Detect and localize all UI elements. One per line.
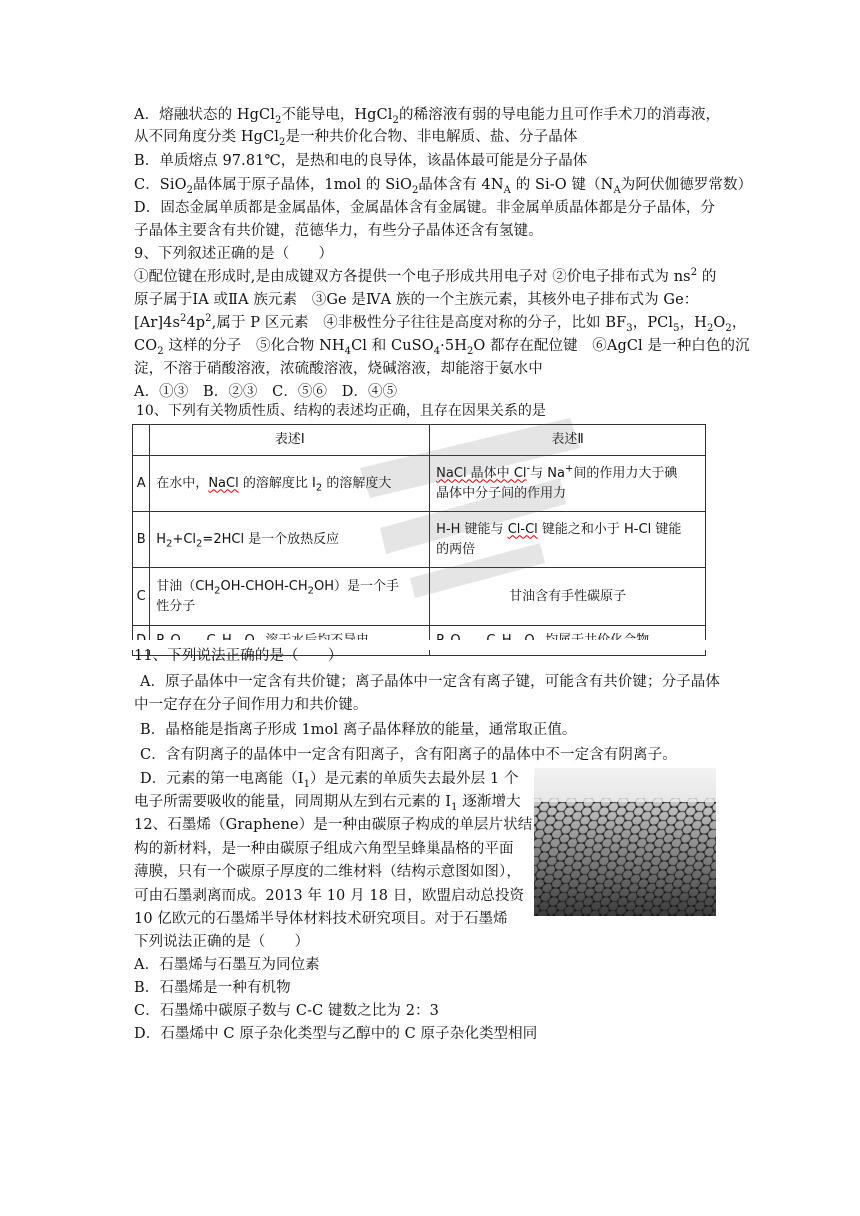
table-row <box>133 568 706 626</box>
table-header-row <box>133 425 706 456</box>
q10-table <box>132 424 706 656</box>
table-row <box>133 456 706 512</box>
q8-option-d-line2: 子晶体主要含有共价键，范德华力，有些分子晶体还含有氢键。 <box>134 223 543 239</box>
q9-line3: $[Ar]4s^24p^2$,属于 P 区元素 ④非极性分子往往是高度对称的分子，比如 $BF_3$，PCl$_5$，$H_2O_2$， <box>134 313 747 334</box>
row-label: A <box>133 456 150 512</box>
q9-line4: $CO_2$ 这样的分子 ⑤化合物 $NH_4Cl$ 和 $CuSO_4\cdot 5H_2O$ 都存在配位键 ⑥AgCl 是一种白色的沉 <box>134 338 750 357</box>
table-header-blank <box>133 425 150 456</box>
row-a-statement1: 在水中，NaCl 的溶解度比 $I_2$ 的溶解度大 <box>150 456 430 512</box>
q11-option-a-line2: 中一定存在分子间作用力和共价键。 <box>134 697 368 713</box>
q12-line6: 下列说法正确的是（ ） <box>134 934 310 950</box>
q9-line1: ①配位键在形成时,是由成键双方各提供一个电子形成共用电子对 ②价电子排布式为 $ns^2$ 的 <box>134 267 717 285</box>
row-c-statement1: 甘油$(CH_2OH-CHOH-CH_2OH)$是一个手 性分子 <box>150 568 430 626</box>
q9-options: A．①③ B．②③ C．⑤⑥ D．④⑤ <box>134 384 398 400</box>
row-b-statement2: H-H 键能与 Cl-Cl 键能之和小于 H-Cl 键能 的两倍 <box>430 512 706 568</box>
q12-line5: 10 亿欧元的石墨烯半导体材料技术研究项目。对于石墨烯 <box>134 911 508 927</box>
q9-line5: 淀，不溶于硝酸溶液，浓硫酸溶液，烧碱溶液，却能溶于氨水中 <box>134 361 543 377</box>
q8-option-d-line1: D．固态金属单质都是金属晶体，金属晶体含有金属键。非金属单质晶体都是分子晶体，分 <box>134 200 716 216</box>
row-b-statement1: $H_2+Cl_2=2HCl$ 是一个放热反应 <box>150 512 430 568</box>
q9-line2: 原子属于ⅠA 或ⅡA 族元素 ③Ge 是ⅣA 族的一个主族元素，其核外电子排布式为 Ge： <box>134 292 699 308</box>
q8-option-a-line2: 从不同角度分类 HgCl$_2$是一种共价化合物、非电解质、盐、分子晶体 <box>134 129 578 148</box>
q10-title: 10、下列有关物质性质、结构的表述均正确，且存在因果关系的是 <box>136 403 546 419</box>
q12-option-c: C．石墨烯中碳原子数与 C-C 键数之比为 2：3 <box>134 1003 439 1019</box>
q11-option-d-line1: D．元素的第一电离能$(I_1)$是元素的单质失去最外层 1 个 <box>140 771 519 790</box>
q12-line3: 薄膜，只有一个碳原子厚度的二维材料（结构示意图如图）， <box>134 864 521 880</box>
q12-option-d: D．石墨烯中 C 原子杂化类型与乙醇中的 C 原子杂化类型相同 <box>134 1026 538 1042</box>
table-header-statement1: 表述Ⅰ <box>150 425 430 456</box>
q8-option-a-line1: A．熔融状态的 HgCl$_2$不能导电，HgCl$_2$的稀溶液有弱的导电能力且可作手术刀的消毒液， <box>134 107 721 126</box>
q9-stem: 9、下列叙述正确的是（ ） <box>134 246 334 262</box>
q11-option-b: B．晶格能是指离子形成 1mol 离子晶体释放的能量，通常取正值。 <box>140 722 577 738</box>
q11-stem: 11、下列说法正确的是（ ） <box>134 648 343 664</box>
q12-option-b: B．石墨烯是一种有机物 <box>134 980 291 996</box>
q12-line4: 可由石墨剥离而成。2013 年 10 月 18 日，欧盟启动总投资 <box>134 888 525 904</box>
row-label: C <box>133 568 150 626</box>
q12-line2: 构的新材料，是一种由碳原子组成六角型呈蜂巢晶格的平面 <box>134 841 514 857</box>
q12-line1: 12、石墨烯（Graphene）是一种由碳原子构成的单层片状结 <box>134 817 533 833</box>
q11-option-c: C．含有阴离子的晶体中一定含有阳离子，含有阳离子的晶体中不一定含有阴离子。 <box>140 747 677 763</box>
q11-option-d-line2: 电子所需要吸收的能量，同周期从左到右元素的 $I_1$ 逐渐增大 <box>134 794 521 813</box>
q8-option-c: C．SiO$_2$晶体属于原子晶体，1mol 的 SiO$_2$晶体含有 $4N_A$ 的 Si-O 键（$N_A$为阿伏伽德罗常数） <box>134 177 753 196</box>
table-row <box>133 512 706 568</box>
q11-option-a-line1: A．原子晶体中一定含有共价键；离子晶体中一定含有离子键，可能含有共价键；分子晶体 <box>140 674 720 690</box>
graphene-structure-image <box>534 768 716 916</box>
q8-option-b: B．单质熔点 97.81℃，是热和电的良导体，该晶体最可能是分子晶体 <box>134 153 588 169</box>
row-c-statement2: 甘油含有手性碳原子 <box>430 568 706 626</box>
q12-option-a: A．石墨烯与石墨互为同位素 <box>134 957 320 973</box>
row-label: B <box>133 512 150 568</box>
table-header-statement2: 表述Ⅱ <box>430 425 706 456</box>
row-a-statement2: NaCl 晶体中 Cl-与 Na+间的作用力大于碘 晶体中分子间的作用力 <box>430 456 706 512</box>
